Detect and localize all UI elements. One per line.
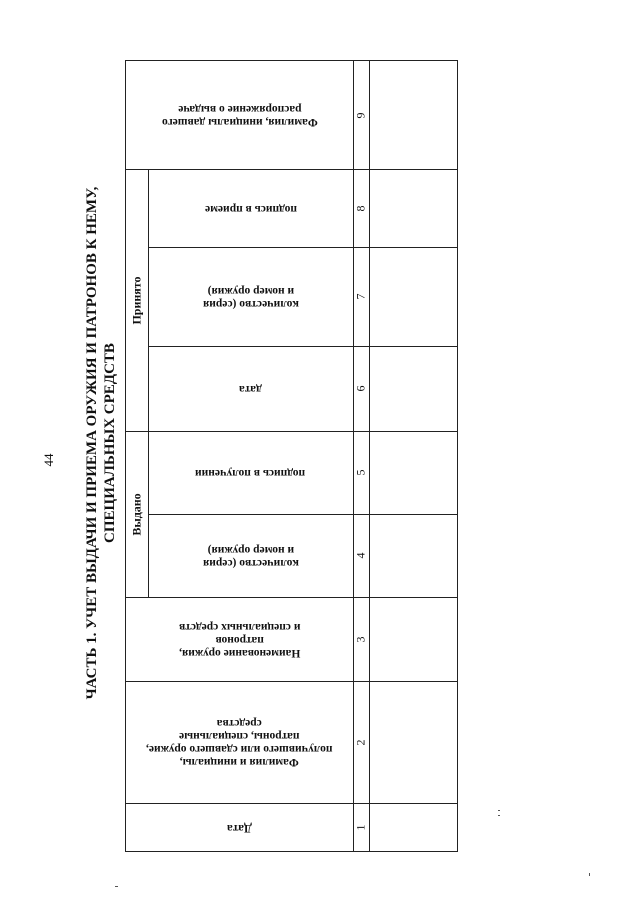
header-cell-9 [126, 61, 353, 169]
column-header: Дата [227, 821, 252, 834]
column-number: 7 [353, 293, 368, 300]
column-number: 3 [353, 636, 368, 642]
column-number: 6 [353, 385, 368, 392]
number-cell-4 [353, 514, 369, 597]
column-number: 9 [353, 112, 368, 118]
register-table [125, 60, 458, 852]
column-number: 2 [353, 739, 368, 745]
column-header: Наименование оружия, патронов и специальных средств [178, 620, 301, 659]
number-cell-8 [353, 169, 369, 247]
page-title [83, 93, 119, 793]
number-cell-9 [353, 61, 369, 169]
header-cell-3 [126, 597, 353, 681]
scan-speck [115, 886, 118, 887]
title-line-1: ЧАСТЬ 1. УЧЕТ ВЫДАЧИ И ПРИЕМА ОРУЖИЯ И ПАТРОНОВ К НЕМУ, [84, 186, 100, 700]
column-number: 8 [353, 205, 368, 211]
column-header: количество (серия и номер оружия) [202, 284, 299, 310]
column-number: 5 [353, 469, 368, 476]
column-header: Фамилия, инициалы давшего распоряжение о выдаче [161, 103, 318, 128]
header-cell-5 [148, 431, 353, 514]
number-cell-1 [353, 803, 369, 851]
header-cell-1 [126, 803, 353, 851]
header-cell-6 [148, 346, 353, 431]
column-number: 4 [353, 552, 368, 559]
title-line-2: СПЕЦИАЛЬНЫХ СРЕДСТВ [102, 343, 118, 543]
number-cell-3 [353, 597, 369, 681]
group-cell-accepted [126, 169, 148, 431]
number-cell-6 [353, 346, 369, 431]
column-header: количество (серия и номер оружия) [202, 543, 299, 569]
header-cell-2 [126, 681, 353, 803]
scan-speck [498, 815, 500, 816]
group-cell-issued [126, 431, 148, 597]
number-cell-2 [353, 681, 369, 803]
group-label-issued: Выдано [129, 492, 144, 536]
header-cell-4 [148, 514, 353, 597]
number-cell-7 [353, 247, 369, 346]
number-cell-5 [353, 431, 369, 514]
column-header: подпись в приеме [204, 202, 297, 215]
column-header: подпись в получении [195, 467, 306, 479]
page-number: 44 [41, 453, 56, 467]
column-number: 1 [353, 824, 368, 830]
column-header: Фамилия и инициалы, получившего или сдавшего оружие, патроны, специальные средства [146, 717, 333, 768]
group-label-accepted: Принято [129, 275, 144, 325]
header-cell-7 [148, 247, 353, 346]
table-line [369, 61, 370, 851]
column-header: дата [239, 383, 262, 395]
scan-speck [589, 873, 590, 876]
header-cell-8 [148, 169, 353, 247]
scan-speck [498, 810, 500, 811]
